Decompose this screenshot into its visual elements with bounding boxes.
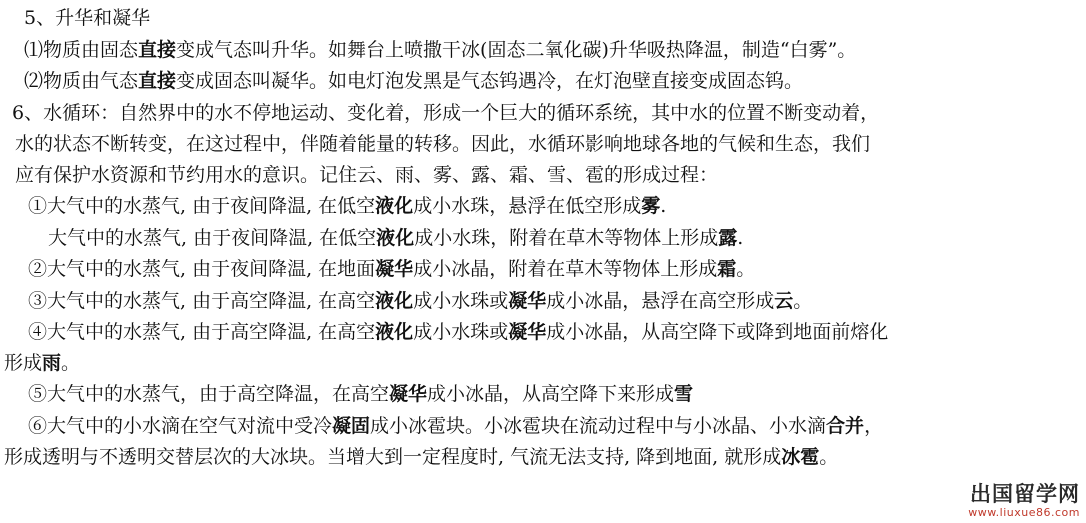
section-heading-water-cycle: 6、水循环：自然界中的水不停地运动、变化着，形成一个巨大的循环系统，其中水的位置不断变动着，	[12, 102, 880, 124]
section-heading-sublimation: 5、升华和凝华	[24, 7, 151, 29]
watermark-url: www.liuxue86.com	[968, 506, 1080, 519]
list-item-frost: ②大气中的水蒸气, 由于夜间降温, 在地面凝华成小冰晶，附着在草木等物体上形成霜。	[28, 258, 756, 280]
list-item-fog: ①大气中的水蒸气, 由于夜间降温, 在低空液化成小水珠，悬浮在低空形成雾.	[28, 195, 667, 217]
list-item-snow: ⑤大气中的水蒸气，由于高空降温，在高空凝华成小冰晶，从高空降下来形成雪	[28, 383, 694, 405]
paragraph-water-cycle-line-3: 应有保护水资源和节约用水的意识。记住云、雨、雾、露、霜、雪、雹的形成过程：	[15, 164, 719, 186]
list-item-cloud: ③大气中的水蒸气, 由于高空降温, 在高空液化成小水珠或凝华成小冰晶，悬浮在高空形成云。	[28, 290, 813, 312]
list-item-dew: 大气中的水蒸气, 由于夜间降温, 在低空液化成小水珠，附着在草木等物体上形成露.	[48, 227, 744, 249]
watermark-site-name: 出国留学网	[970, 482, 1080, 506]
list-item-rain: ④大气中的水蒸气, 由于高空降温, 在高空液化成小水珠或凝华成小冰晶，从高空降下或降到地面前熔化	[28, 321, 889, 343]
list-item-rain-continued: 形成雨。	[4, 352, 81, 374]
list-item-hail-continued: 形成透明与不透明交替层次的大冰块。当增大到一定程度时, 气流无法支持, 降到地面, 就形成冰雹。	[4, 446, 839, 468]
paragraph-water-cycle-line-2: 水的状态不断转变，在这过程中，伴随着能量的转移。因此，水循环影响地球各地的气候和生态，我们	[15, 133, 871, 155]
list-item-hail: ⑥大气中的小水滴在空气对流中受冷凝固成小冰雹块。小冰雹块在流动过程中与小冰晶、小水滴合并，	[28, 415, 884, 437]
site-watermark	[968, 482, 1080, 519]
paragraph-deposition-definition: ⑵物质由气态直接变成固态叫凝华。如电灯泡发黑是气态钨遇冷，在灯泡壁直接变成固态钨。	[24, 70, 804, 92]
paragraph-sublimation-definition: ⑴物质由固态直接变成气态叫升华。如舞台上喷撒干冰(固态二氧化碳)升华吸热降温，制造“白雾”。	[24, 39, 857, 61]
